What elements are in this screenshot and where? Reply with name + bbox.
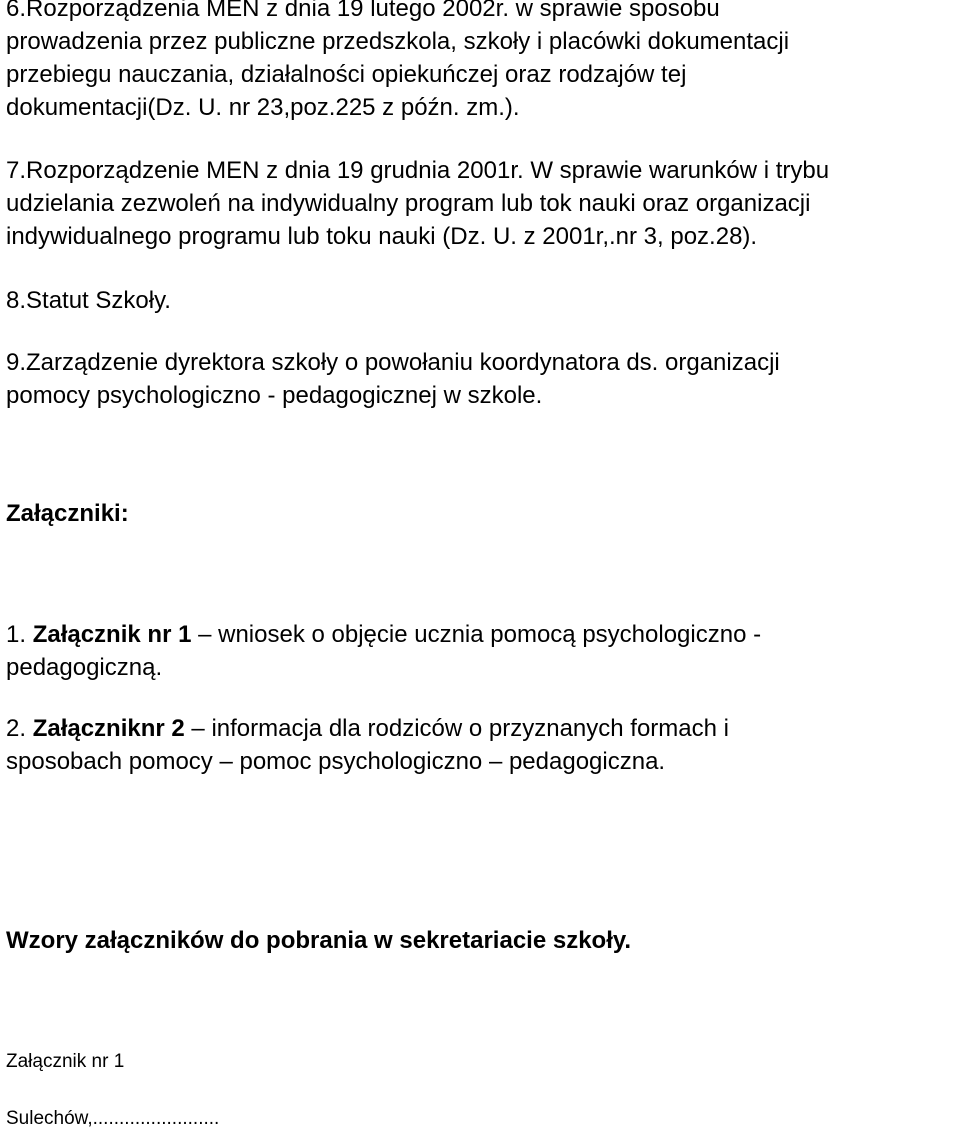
attachment-item-2-line-1 xyxy=(6,712,952,745)
legal-item-9-line-1: 9.Zarządzenie dyrektora szkoły o powołaniu koordynatora ds. organizacji xyxy=(6,349,780,376)
attachment-item-2-line-2: sposobach pomocy – pomoc psychologiczno – pedagogiczna. xyxy=(6,748,666,775)
legal-item-7-line-3: indywidualnego programu lub toku nauki (Dz. U. z 2001r,.nr 3, poz.28). xyxy=(6,223,758,250)
legal-item-8-text: 8.Statut Szkoły. xyxy=(6,287,171,314)
attachments-heading: Załączniki: xyxy=(6,500,129,527)
attachment-item-1-title: Załącznik nr 1 xyxy=(32,621,192,648)
legal-item-7 xyxy=(6,154,952,253)
attachment-item-2-desc: – informacja dla rodziców o przyznanych formach i xyxy=(191,715,729,742)
legal-item-7-line-1: 7.Rozporządzenie MEN z dnia 19 grudnia 2001r. W sprawie warunków i trybu xyxy=(6,157,830,184)
legal-item-6 xyxy=(6,0,952,124)
legal-item-6-line-3: przebiegu nauczania, działalności opiekuńczej oraz rodzajów tej xyxy=(6,61,687,88)
attachment-item-1-desc: – wniosek o objęcie ucznia pomocą psychologiczno - xyxy=(198,621,762,648)
attachment-item-1-line-2: pedagogiczną. xyxy=(6,654,163,681)
legal-item-6-line-2: prowadzenia przez publiczne przedszkola, szkoły i placówki dokumentacji xyxy=(6,28,790,55)
legal-item-8 xyxy=(6,284,952,317)
attachment-item-1-line-1 xyxy=(6,618,952,651)
form-attachment-label: Załącznik nr 1 xyxy=(6,1051,125,1072)
forms-download-note: Wzory załączników do pobrania w sekretariacie szkoły. xyxy=(6,927,632,954)
legal-item-6-line-4: dokumentacji(Dz. U. nr 23,poz.225 z późn. zm.). xyxy=(6,94,520,121)
attachment-item-2 xyxy=(6,712,952,778)
attachment-item-2-number: 2. xyxy=(6,715,27,742)
legal-item-9 xyxy=(6,346,952,412)
legal-item-9-line-2: pomocy psychologiczno - pedagogicznej w szkole. xyxy=(6,382,543,409)
form-place-date: Sulechów,........................ xyxy=(6,1108,220,1129)
attachment-item-1-number: 1. xyxy=(6,621,27,648)
legal-item-7-line-2: udzielania zezwoleń na indywidualny program lub tok nauki oraz organizacji xyxy=(6,190,811,217)
attachment-item-2-title: Załączniknr 2 xyxy=(32,715,185,742)
legal-item-6-line-1: 6.Rozporządzenia MEN z dnia 19 lutego 2002r. w sprawie sposobu xyxy=(6,0,720,22)
attachment-item-1 xyxy=(6,618,952,684)
